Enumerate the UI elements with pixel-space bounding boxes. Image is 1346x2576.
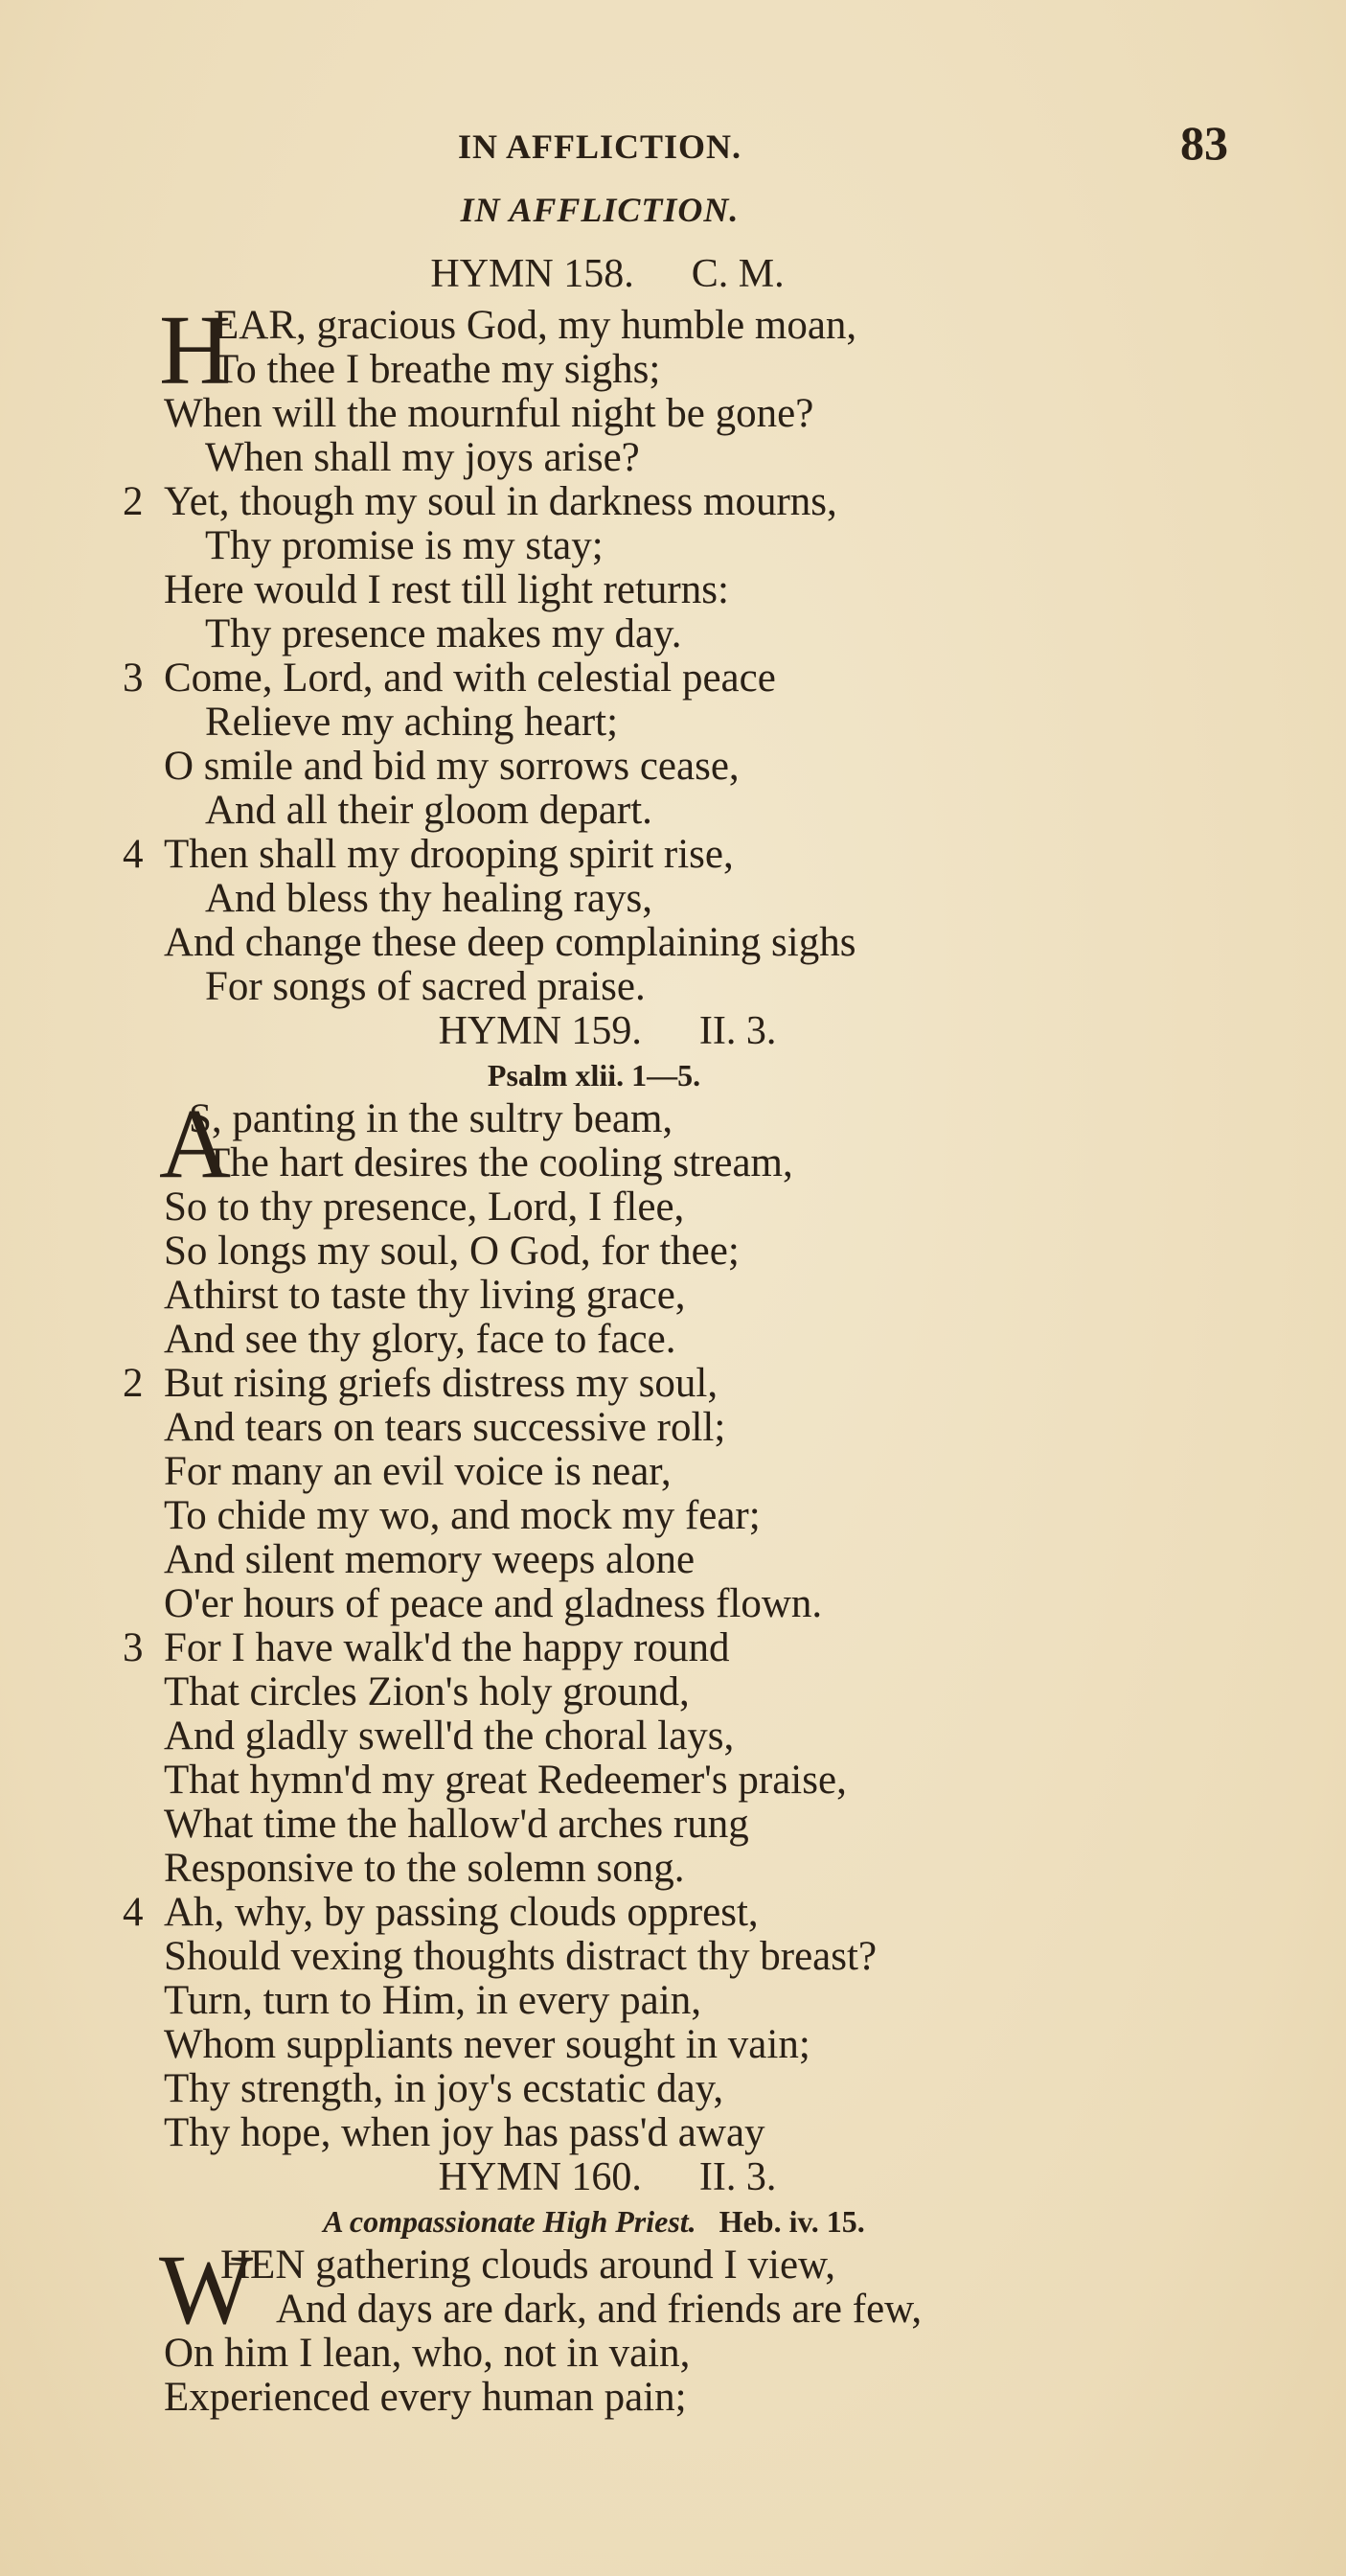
verse-line-text: That hymn'd my great Redeemer's praise, bbox=[164, 1758, 847, 1803]
verse-line bbox=[0, 480, 1346, 524]
stanza-number: 4 bbox=[123, 1890, 144, 1935]
drop-cap: A bbox=[159, 1089, 232, 1199]
verse-line-text: O'er hours of peace and gladness flown. bbox=[164, 1581, 823, 1626]
verse-line-text: Thy promise is my stay; bbox=[205, 523, 604, 568]
verse-line-text: To thee I breathe my sighs; bbox=[214, 347, 661, 392]
verse-line-text: Thy hope, when joy has pass'd away bbox=[164, 2110, 765, 2155]
verse-line bbox=[0, 789, 1346, 833]
verse-line-text: And gladly swell'd the choral lays, bbox=[164, 1714, 735, 1759]
verse-line bbox=[0, 1582, 1346, 1626]
verse-line bbox=[0, 1759, 1346, 1803]
verse-line bbox=[0, 1847, 1346, 1891]
verse-line bbox=[0, 1318, 1346, 1362]
hymn-meter: II. 3. bbox=[698, 1009, 777, 1053]
verse-line bbox=[0, 1979, 1346, 2023]
verse-line bbox=[0, 1803, 1346, 1847]
verse-line-text: And days are dark, and friends are few, bbox=[276, 2287, 923, 2332]
verse-line bbox=[0, 1538, 1346, 1582]
running-head: IN AFFLICTION. bbox=[457, 127, 742, 166]
verse-line-text: So longs my soul, O God, for thee; bbox=[164, 1229, 740, 1274]
verse-line-text: And change these deep complaining sighs bbox=[164, 920, 856, 965]
scripture-reference: Heb. iv. 15. bbox=[719, 2204, 865, 2239]
verse-line-text: What time the hallow'd arches rung bbox=[164, 1802, 749, 1847]
verse-line bbox=[0, 1230, 1346, 1274]
verse-line bbox=[0, 1406, 1346, 1450]
verse-line-text: And tears on tears successive roll; bbox=[164, 1405, 726, 1450]
verse-line bbox=[0, 1494, 1346, 1538]
verse-line-text: Relieve my aching heart; bbox=[205, 700, 619, 745]
verse-line-text: Thy strength, in joy's ecstatic day, bbox=[164, 2066, 724, 2111]
verse-line-text: Experienced every human pain; bbox=[164, 2375, 687, 2420]
drop-cap: H bbox=[159, 295, 232, 405]
scripture-reference: Psalm xlii. 1—5. bbox=[487, 1058, 701, 1092]
verse-line bbox=[0, 612, 1346, 656]
verse-line bbox=[0, 1714, 1346, 1759]
verse-line bbox=[0, 1891, 1346, 1935]
verse-line-text: So to thy presence, Lord, I flee, bbox=[164, 1184, 685, 1230]
hymn-heading bbox=[0, 2155, 1215, 2199]
verse-line-text: O smile and bid my sorrows cease, bbox=[164, 744, 740, 789]
drop-cap: W bbox=[159, 2235, 254, 2345]
hymn-meter: C. M. bbox=[691, 252, 785, 296]
verse-line-text: For I have walk'd the happy round bbox=[164, 1625, 730, 1670]
verse-line bbox=[0, 392, 1346, 436]
verse-line bbox=[0, 1670, 1346, 1714]
verse-line-text: Then shall my drooping spirit rise, bbox=[164, 832, 734, 877]
verse-line bbox=[0, 1141, 1346, 1185]
verse-line-text: Responsive to the solemn song. bbox=[164, 1846, 685, 1891]
section-title: IN AFFLICTION. bbox=[460, 191, 740, 229]
verse-line bbox=[0, 2376, 1346, 2420]
verse-line-text: And see thy glory, face to face. bbox=[164, 1317, 676, 1362]
verse-line-text: When shall my joys arise? bbox=[205, 435, 640, 480]
verse-line-text: And all their gloom depart. bbox=[205, 788, 652, 833]
stanza-number: 3 bbox=[123, 1625, 144, 1670]
verse-line bbox=[0, 1935, 1346, 1979]
verse-line bbox=[0, 2332, 1346, 2376]
stanza-number: 3 bbox=[123, 656, 144, 701]
verse-line bbox=[0, 1362, 1346, 1406]
verse-line-text: That circles Zion's holy ground, bbox=[164, 1669, 690, 1714]
verse-line bbox=[0, 701, 1346, 745]
verse-line-text: On him I lean, who, not in vain, bbox=[164, 2331, 691, 2376]
stanza-number: 4 bbox=[123, 832, 144, 877]
verse-line bbox=[0, 1274, 1346, 1318]
verse-line-text: Ah, why, by passing clouds opprest, bbox=[164, 1890, 759, 1935]
verse-line bbox=[0, 656, 1346, 701]
stanza-number: 2 bbox=[123, 479, 144, 524]
verse-line bbox=[0, 2067, 1346, 2111]
verse-line bbox=[0, 1626, 1346, 1670]
verse-line-text: When will the mournful night be gone? bbox=[164, 391, 814, 436]
hymn-heading bbox=[0, 1009, 1215, 1053]
verse-line-text: S, panting in the sultry beam, bbox=[189, 1096, 673, 1141]
verse-line bbox=[0, 1185, 1346, 1230]
verse-line-text: The hart desires the cooling stream, bbox=[205, 1140, 793, 1185]
verse-line-text: Should vexing thoughts distract thy breast? bbox=[164, 1934, 878, 1979]
verse-line-text: For songs of sacred praise. bbox=[205, 964, 646, 1009]
verse-line-text: Whom suppliants never sought in vain; bbox=[164, 2022, 810, 2067]
hymn-title: HYMN 160. bbox=[438, 2155, 642, 2199]
verse-line-text: But rising griefs distress my soul, bbox=[164, 1361, 719, 1406]
verse-line-text: Come, Lord, and with celestial peace bbox=[164, 656, 776, 701]
verse-line bbox=[0, 568, 1346, 612]
verse-line bbox=[0, 436, 1346, 480]
verse-line bbox=[0, 833, 1346, 877]
verse-line bbox=[0, 745, 1346, 789]
verse-line bbox=[0, 2023, 1346, 2067]
verse-line bbox=[0, 2288, 1346, 2332]
hymn-text bbox=[0, 244, 1346, 2420]
verse-line bbox=[0, 877, 1346, 921]
hymn-title: HYMN 159. bbox=[438, 1009, 642, 1053]
verse-line bbox=[0, 1450, 1346, 1494]
verse-line bbox=[0, 524, 1346, 568]
verse-line-text: HEN gathering clouds around I view, bbox=[220, 2242, 836, 2288]
page-number: 83 bbox=[1180, 116, 1228, 170]
verse-line-text: Here would I rest till light returns: bbox=[164, 567, 729, 612]
verse-line-text: EAR, gracious God, my humble moan, bbox=[214, 303, 857, 348]
verse-line bbox=[0, 2111, 1346, 2155]
verse-line-text: To chide my wo, and mock my fear; bbox=[164, 1493, 761, 1538]
hymn-title: HYMN 158. bbox=[430, 252, 634, 296]
hymn-meter: II. 3. bbox=[698, 2155, 777, 2199]
verse-line-text: And bless thy healing rays, bbox=[205, 876, 652, 921]
verse-line-text: Yet, though my soul in darkness mourns, bbox=[164, 479, 837, 524]
verse-line-text: Athirst to taste thy living grace, bbox=[164, 1273, 686, 1318]
verse-line-text: For many an evil voice is near, bbox=[164, 1449, 672, 1494]
stanza-number: 2 bbox=[123, 1361, 144, 1406]
subtitle-text: A compassionate High Priest. bbox=[323, 2204, 696, 2239]
verse-line bbox=[0, 348, 1346, 392]
verse-line bbox=[0, 921, 1346, 965]
verse-line-text: Turn, turn to Him, in every pain, bbox=[164, 1978, 701, 2023]
verse-line-text: Thy presence makes my day. bbox=[205, 611, 682, 656]
verse-line bbox=[0, 965, 1346, 1009]
verse-line-text: And silent memory weeps alone bbox=[164, 1537, 696, 1582]
